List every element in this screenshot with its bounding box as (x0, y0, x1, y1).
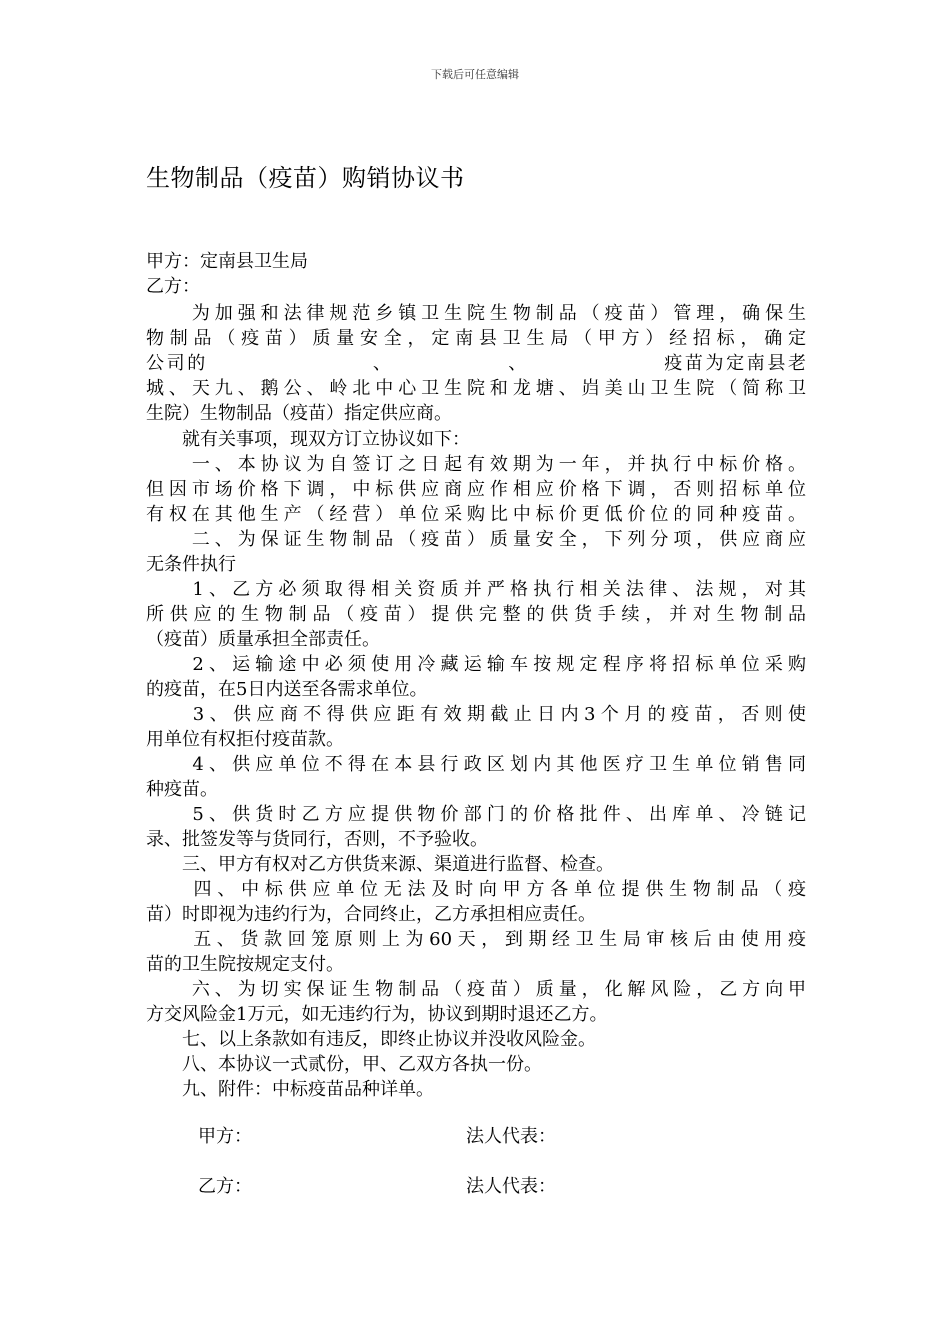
document-line: 5、供货时乙方应提供物价部门的价格批件、出库单、冷链记 (146, 804, 806, 825)
document-line: 生院）生物制品（疫苗）指定供应商。 (146, 403, 452, 424)
document-line: 九、附件：中标疫苗品种详单。 (146, 1079, 434, 1100)
document-line: 用单位有权拒付疫苗款。 (146, 729, 344, 750)
document-line: 一、本协议为自签订之日起有效期为一年，并执行中标价格。 (146, 454, 806, 475)
document-line: 种疫苗。 (146, 779, 218, 800)
document-line: 方交风险金1万元，如无违约行为，协议到期时退还乙方。 (146, 1004, 608, 1025)
document-line: 六、为切实保证生物制品（疫苗）质量，化解风险，乙方向甲 (146, 979, 806, 1000)
document-line: 1、乙方必须取得相关资质并严格执行相关法律、法规，对其 (146, 579, 806, 600)
document-line: 但因市场价格下调，中标供应商应作相应价格下调，否则招标单位 (146, 479, 806, 500)
document-line: 物制品（疫苗）质量安全，定南县卫生局（甲方）经招标，确定 (146, 328, 806, 349)
party-a-signature-label: 甲方： (198, 1126, 252, 1147)
header-note: 下载后可任意编辑 (431, 68, 519, 81)
document-line: 3、供应商不得供应距有效期截止日内3个月的疫苗，否则使 (146, 704, 806, 725)
document-line: 4、供应单位不得在本县行政区划内其他医疗卫生单位销售同 (146, 754, 806, 775)
document-line: 公司的 、 、 疫苗为定南县老 (146, 353, 806, 374)
document-title: 生物制品（疫苗）购销协议书 (146, 164, 465, 192)
document-line: 三、甲方有权对乙方供货来源、渠道进行监督、检查。 (146, 854, 614, 875)
document-line: 城、天九、鹅公、岭北中心卫生院和龙塘、岿美山卫生院（简称卫 (146, 378, 806, 399)
document-line: 八、本协议一式贰份，甲、乙双方各执一份。 (146, 1054, 542, 1075)
document-line: （疫苗）质量承担全部责任。 (146, 629, 380, 650)
document-line: 有权在其他生产（经营）单位采购比中标价更低价位的同种疫苗。 (146, 504, 806, 525)
document-line: 七、以上条款如有违反，即终止协议并没收风险金。 (146, 1029, 596, 1050)
document-line: 四、中标供应单位无法及时向甲方各单位提供生物制品（疫 (146, 879, 806, 900)
document-line: 所供应的生物制品（疫苗）提供完整的供货手续，并对生物制品 (146, 604, 806, 625)
document-line: 为加强和法律规范乡镇卫生院生物制品（疫苗）管理，确保生 (146, 303, 806, 324)
document-line: 五、货款回笼原则上为60天，到期经卫生局审核后由使用疫 (146, 929, 806, 950)
document-line: 无条件执行 (146, 554, 236, 575)
party-b-signature-label: 乙方： (198, 1176, 252, 1197)
document-line: 甲方：定南县卫生局 (146, 251, 308, 272)
document-line: 苗）时即视为违约行为，合同终止，乙方承担相应责任。 (146, 904, 596, 925)
document-line: 苗的卫生院按规定支付。 (146, 954, 344, 975)
document-line: 乙方： (146, 276, 200, 297)
document-line: 的疫苗，在5日内送至各需求单位。 (146, 679, 428, 700)
document-line: 二、为保证生物制品（疫苗）质量安全，下列分项，供应商应 (146, 529, 806, 550)
party-b-representative-label: 法人代表： (466, 1176, 556, 1197)
party-a-representative-label: 法人代表： (466, 1126, 556, 1147)
document-line: 就有关事项，现双方订立协议如下： (146, 429, 470, 450)
document-line: 录、批签发等与货同行，否则，不予验收。 (146, 829, 488, 850)
document-line: 2、运输途中必须使用冷藏运输车按规定程序将招标单位采购 (146, 654, 806, 675)
